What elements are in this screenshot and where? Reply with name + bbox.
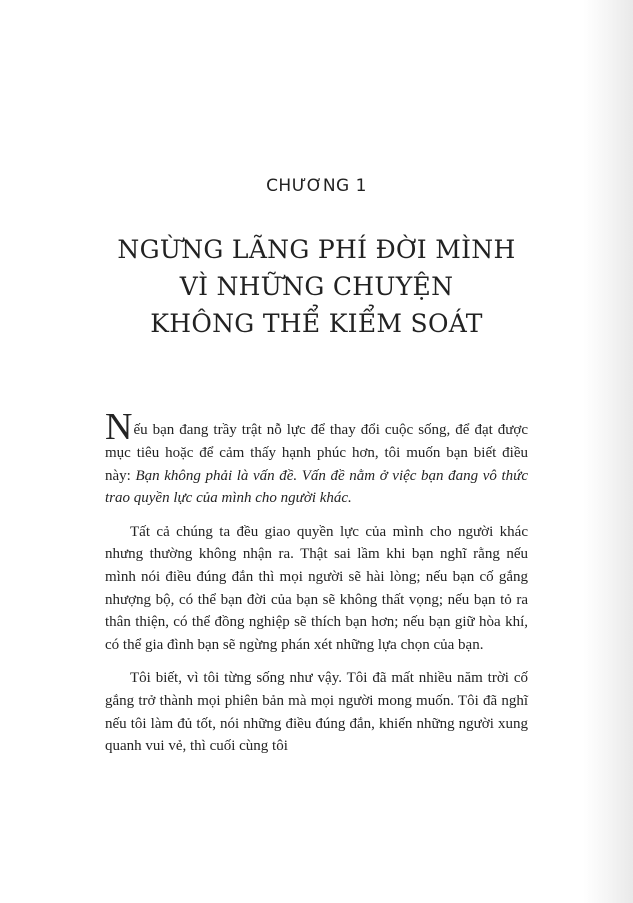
paragraph-2: Tất cả chúng ta đều giao quyền lực của mình cho người khác nhưng thường không nhận ra. Thật sai lầm khi bạn nghĩ rằng nếu mình nói điều đúng đắn thì mọi người sẽ hài lòng; nếu bạn cố gắng nhượng bộ, có thể bạn đời của bạn sẽ không thất vọng; nếu bạn tỏ ra thân thiện, có thể đồng nghiệp sẽ thích bạn hơn; nếu bạn giữ hòa khí, có thể gia đình bạn sẽ ngừng phán xét những lựa chọn của bạn. <box>105 523 528 653</box>
chapter-title-line-2: VÌ NHỮNG CHUYỆN <box>179 272 454 301</box>
chapter-title <box>60 231 573 342</box>
paragraph-1-italic: Bạn không phải là vấn đề. Vấn đề nằm ở việc bạn đang vô thức trao quyền lực của mình cho người khác. <box>105 467 529 507</box>
chapter-title-line-1: NGỪNG LÃNG PHÍ ĐỜI MÌNH <box>117 235 516 264</box>
paragraph-1-text: ếu bạn đang trầy trật nỗ lực để thay đổi cuộc sống, để đạt được mục tiêu hoặc để cảm thấy hạnh phúc hơn, tôi muốn bạn biết điều này: <box>105 422 528 484</box>
paragraph-3: Tôi biết, vì tôi từng sống như vậy. Tôi đã mất nhiều năm trời cố gắng trở thành mọi phiên bản mà mọi người mong muốn. Tôi đã nghĩ nếu tôi làm đủ tốt, nói những điều đúng đắn, khiến những người xung quanh vui vẻ, thì cuối cùng tôi <box>105 670 528 755</box>
body-text <box>105 406 529 769</box>
chapter-label: CHƯƠNG 1 <box>266 176 367 196</box>
page-edge-shadow <box>583 0 633 903</box>
drop-cap: N <box>105 406 133 448</box>
paragraph-1 <box>105 406 529 510</box>
chapter-title-line-3: KHÔNG THỂ KIỂM SOÁT <box>150 309 483 338</box>
